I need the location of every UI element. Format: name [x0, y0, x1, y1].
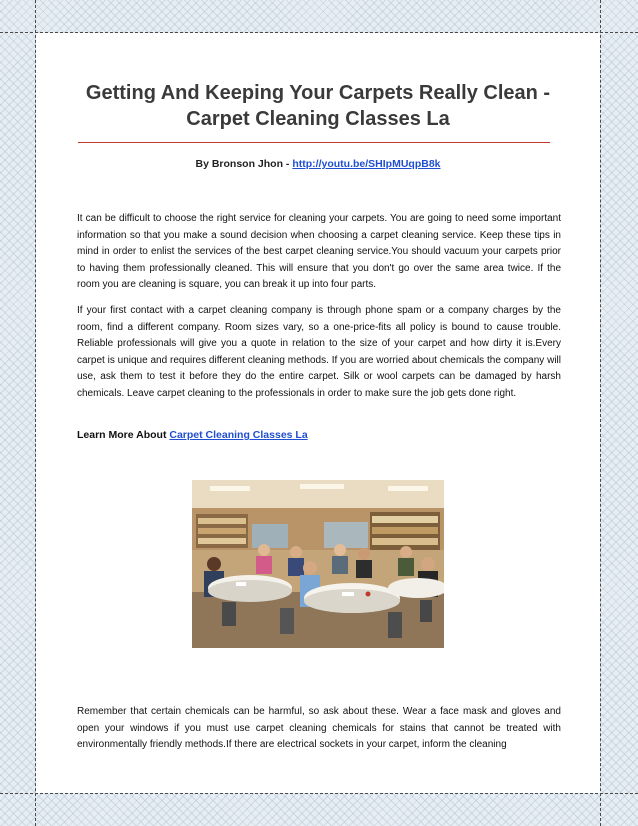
paragraph-1: It can be difficult to choose the right service for cleaning your carpets. You are going to need some important information so that you make a sound decision when choosing a carpet cleaning service. Keep these tips in mind in order to enlist the services of the best carpet cleaning service.You should vacuum your carpets prior to having them professionally cleaned. This will ensure that you don't go over the same area twice. If the room you are cleaning is square, you can break it up into four parts. [77, 213, 561, 291]
classroom-photo [192, 480, 444, 648]
learn-more-line [77, 429, 308, 441]
byline [36, 158, 600, 170]
document-title: Getting And Keeping Your Carpets Really Clean - Carpet Cleaning Classes La [85, 82, 551, 130]
paragraph-3: Remember that certain chemicals can be harmful, so ask about these. Wear a face mask and gloves and open your windows if you must use carpet cleaning chemicals for stains that cannot be treated with environmentally friendly methods.If there are electrical sockets in your carpet, inform the cleaning [77, 706, 561, 751]
classroom-photo-drawing [192, 480, 444, 648]
byline-author: By Bronson Jhon - [195, 158, 293, 170]
page-border-bottom [0, 793, 638, 794]
learn-more-label: Learn More About [77, 429, 170, 441]
paragraph-2: If your first contact with a carpet cleaning company is through phone spam or a company charges by the room, find a different company. Room sizes vary, so a one-price-fits all policy is bound to cause trouble. Reliable professionals will give you a quote in relation to the size of your carpet and how dirty it is.Every carpet is unique and requires different cleaning methods. If you are worried about chemicals the company will use, ask them to test it before they do the entire carpet. Silk or wool carpets can be damaged by harsh chemicals. Leave carpet cleaning to the professionals in order to make sure the job gets done right. [77, 305, 561, 399]
byline-link[interactable]: http://youtu.be/SHIpMUqpB8k [292, 158, 441, 170]
title-divider [78, 142, 550, 143]
learn-more-link[interactable]: Carpet Cleaning Classes La [169, 429, 308, 441]
document-page [36, 33, 600, 793]
